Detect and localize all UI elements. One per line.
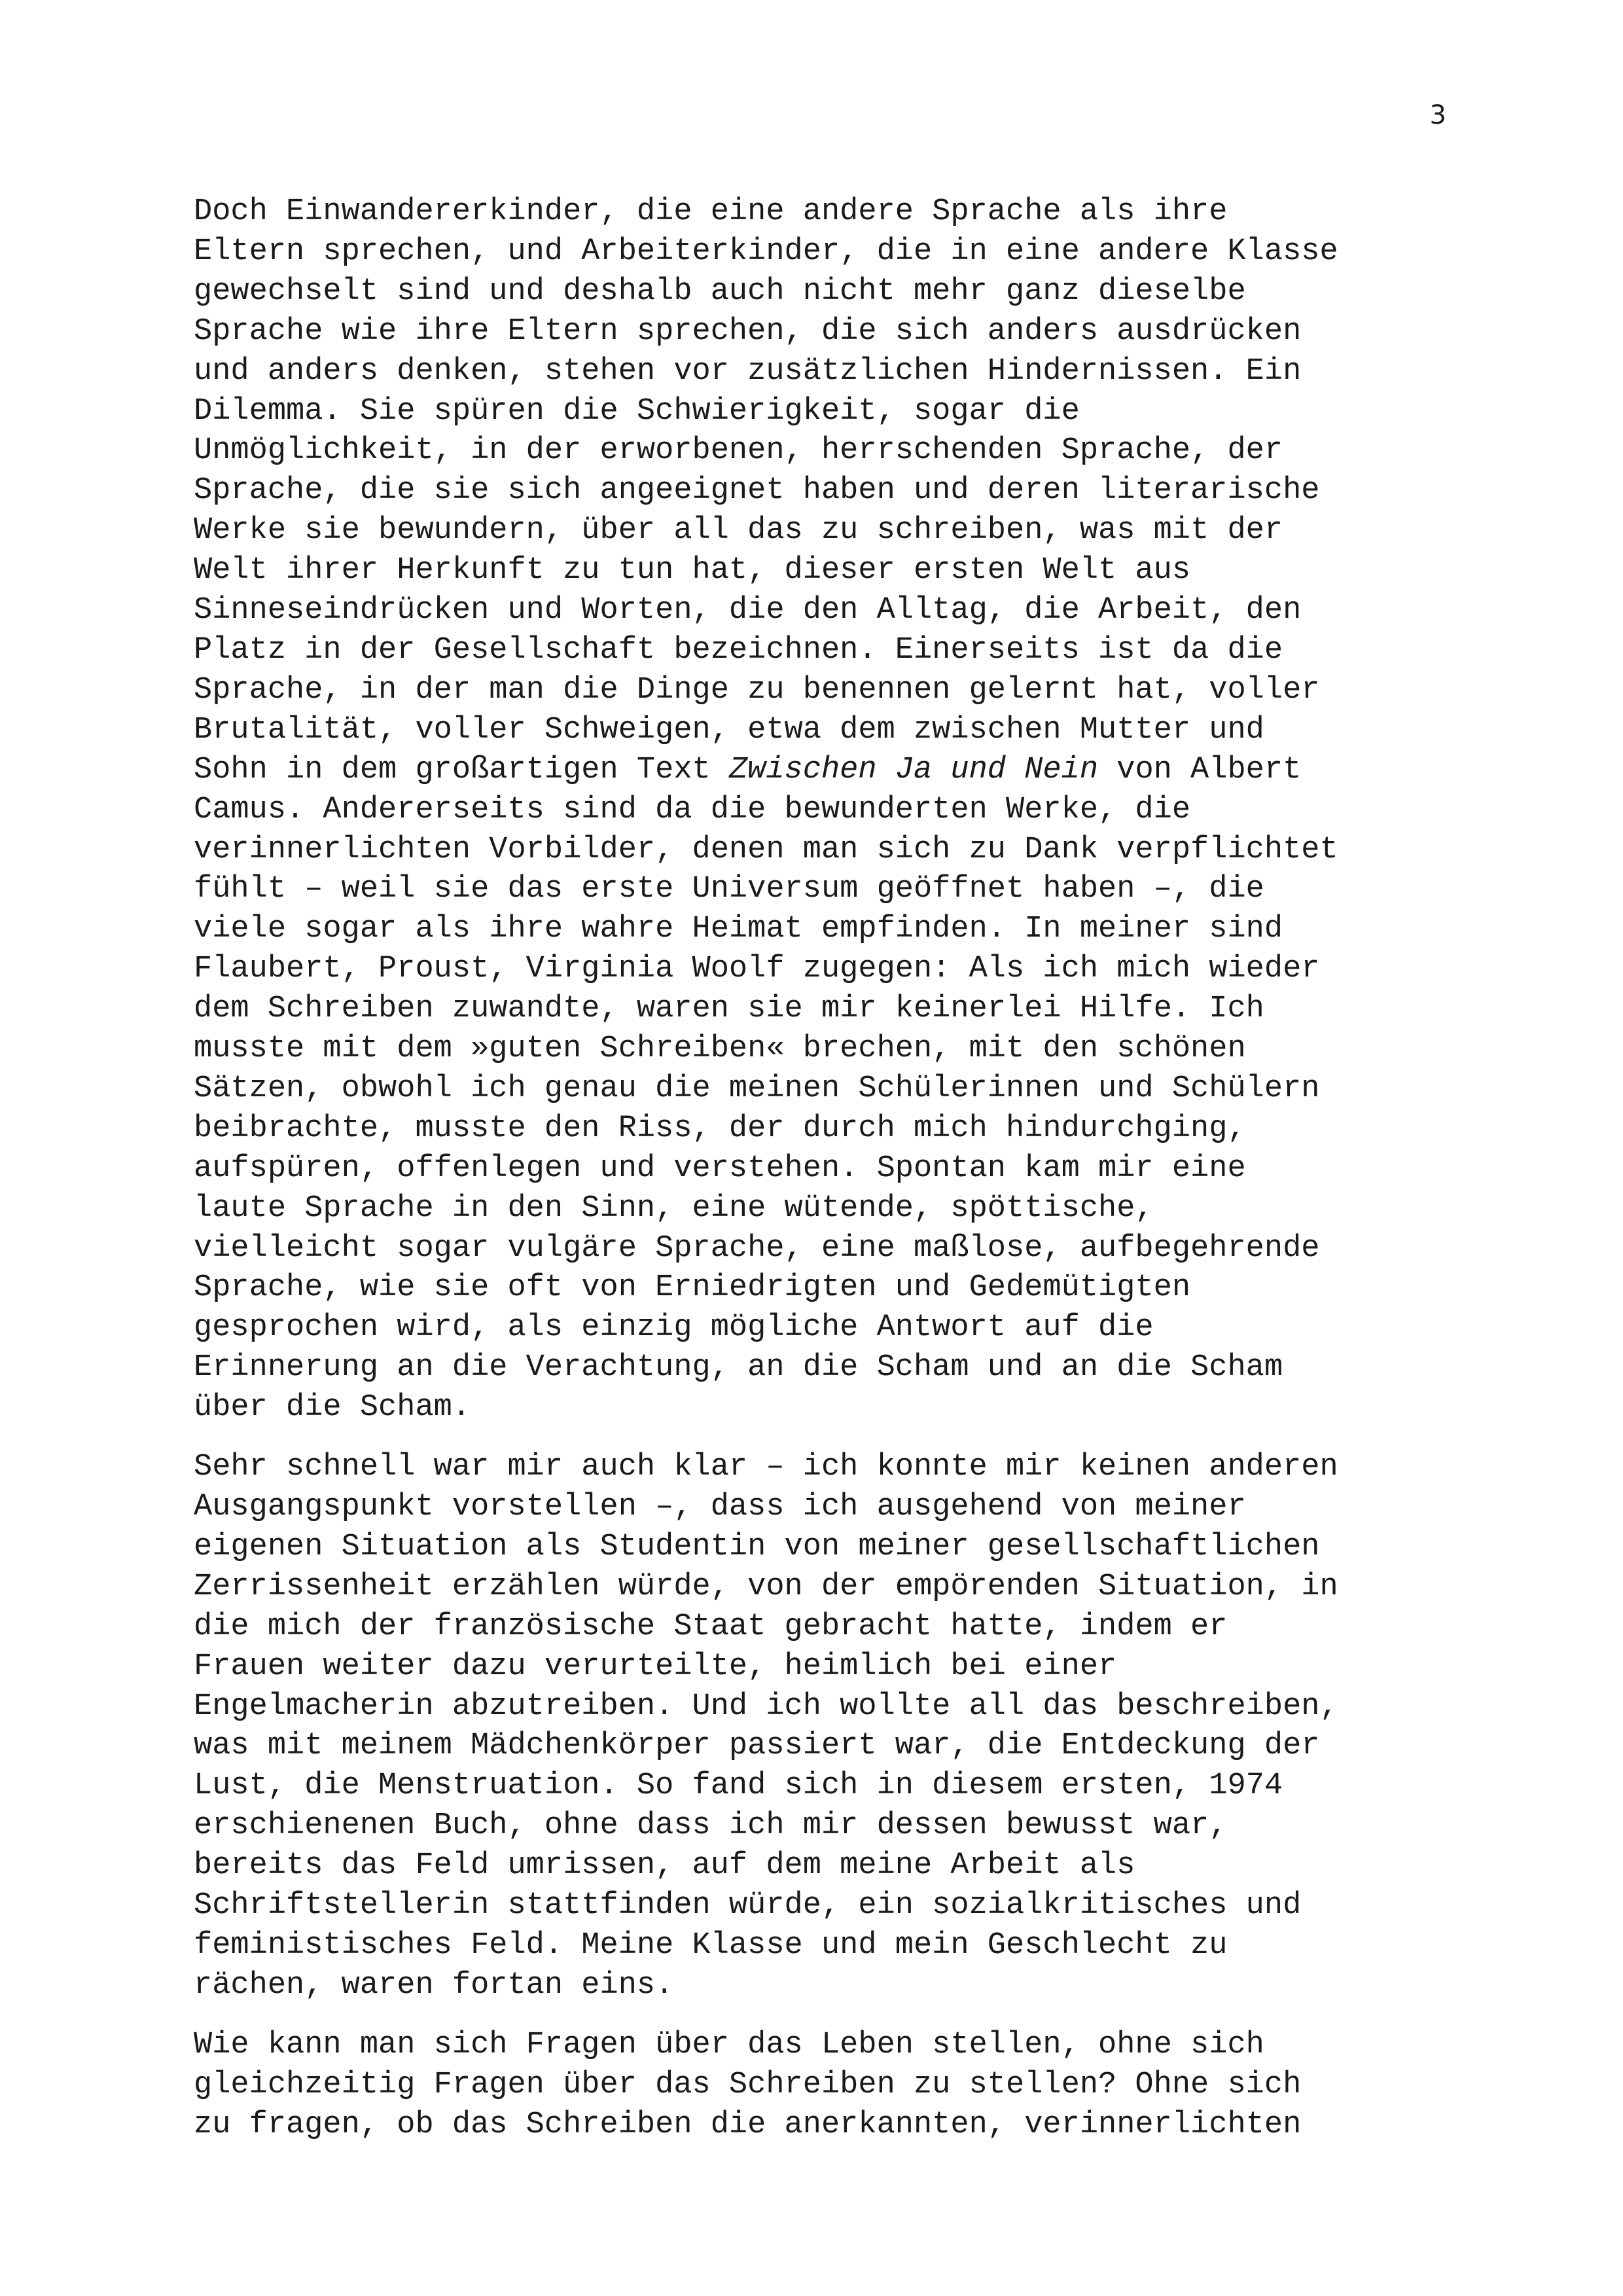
text-line: Sprache, in der man die Dinge zu benennen gelernt hat, voller bbox=[194, 672, 1320, 708]
paragraph-3 bbox=[194, 2026, 1457, 2145]
text-line: Doch Einwandererkinder, die eine andere Sprache als ihre bbox=[194, 194, 1228, 229]
text-line: Wie kann man sich Fragen über das Leben stellen, ohne sich bbox=[194, 2027, 1264, 2062]
text-line: und anders denken, stehen vor zusätzlichen Hindernissen. Ein bbox=[194, 353, 1302, 389]
text-line: erschienenen Buch, ohne dass ich mir dessen bewusst war, bbox=[194, 1808, 1228, 1844]
text-line-with-title bbox=[194, 751, 1457, 791]
text-line: Sinneseindrücken und Worten, die den Alltag, die Arbeit, den bbox=[194, 593, 1302, 628]
text-line: Lust, die Menstruation. So fand sich in diesem ersten, 1974 bbox=[194, 1768, 1283, 1804]
text-line: Camus. Andererseits sind da die bewunderten Werke, die bbox=[194, 792, 1191, 827]
text-line: bereits das Feld umrissen, auf dem meine Arbeit als bbox=[194, 1848, 1135, 1884]
text-line: gleichzeitig Fragen über das Schreiben zu stellen? Ohne sich bbox=[194, 2067, 1302, 2102]
text-line: Werke sie bewundern, über all das zu schreiben, was mit der bbox=[194, 513, 1283, 548]
text-line: eigenen Situation als Studentin von meiner gesellschaftlichen bbox=[194, 1529, 1320, 1564]
text-line: aufspüren, offenlegen und verstehen. Spontan kam mir eine bbox=[194, 1151, 1246, 1186]
text-line: Sätzen, obwohl ich genau die meinen Schülerinnen und Schülern bbox=[194, 1071, 1320, 1106]
text-line: Frauen weiter dazu verurteilte, heimlich bei einer bbox=[194, 1649, 1117, 1684]
text-line: fühlt – weil sie das erste Universum geöffnet haben –, die bbox=[194, 872, 1264, 907]
text-line: dem Schreiben zuwandte, waren sie mir keinerlei Hilfe. Ich bbox=[194, 992, 1264, 1027]
text-line: laute Sprache in den Sinn, eine wütende, spöttische, bbox=[194, 1191, 1154, 1226]
text-line: Sprache wie ihre Eltern sprechen, die sich anders ausdrücken bbox=[194, 314, 1302, 349]
text-line: beibrachte, musste den Riss, der durch mich hindurchging, bbox=[194, 1111, 1246, 1146]
text-line: Platz in der Gesellschaft bezeichnen. Einerseits ist da die bbox=[194, 632, 1283, 668]
text-segment: von Albert bbox=[1098, 752, 1302, 787]
book-title-italic: Zwischen Ja und Nein bbox=[728, 752, 1099, 787]
paragraph-2 bbox=[194, 1448, 1457, 2006]
text-line: Unmöglichkeit, in der erworbenen, herrschenden Sprache, der bbox=[194, 433, 1283, 469]
text-line: Zerrissenheit erzählen würde, von der empörenden Situation, in bbox=[194, 1569, 1338, 1604]
text-line: viele sogar als ihre wahre Heimat empfinden. In meiner sind bbox=[194, 912, 1283, 947]
text-line: rächen, waren fortan eins. bbox=[194, 1967, 674, 2003]
text-line: Eltern sprechen, und Arbeiterkinder, die in eine andere Klasse bbox=[194, 234, 1338, 269]
text-line: Sprache, wie sie oft von Erniedrigten und Gedemütigten bbox=[194, 1270, 1191, 1306]
text-line: was mit meinem Mädchenkörper passiert war, die Entdeckung der bbox=[194, 1729, 1320, 1764]
text-line: gewechselt sind und deshalb auch nicht mehr ganz dieselbe bbox=[194, 274, 1246, 309]
text-line: vielleicht sogar vulgäre Sprache, eine maßlose, aufbegehrende bbox=[194, 1230, 1320, 1266]
text-line: zu fragen, ob das Schreiben die anerkannten, verinnerlichten bbox=[194, 2107, 1302, 2142]
text-line: Schriftstellerin stattfinden würde, ein sozialkritisches und bbox=[194, 1888, 1302, 1924]
text-line: gesprochen wird, als einzig mögliche Antwort auf die bbox=[194, 1310, 1154, 1346]
text-line: Dilemma. Sie spüren die Schwierigkeit, sogar die bbox=[194, 393, 1080, 429]
text-line: Engelmacherin abzutreiben. Und ich wollte all das beschreiben, bbox=[194, 1689, 1338, 1724]
text-line: verinnerlichten Vorbilder, denen man sich zu Dank verpflichtet bbox=[194, 832, 1338, 867]
text-line: die mich der französische Staat gebracht hatte, indem er bbox=[194, 1609, 1228, 1644]
text-line: Sehr schnell war mir auch klar – ich konnte mir keinen anderen bbox=[194, 1450, 1338, 1485]
text-line: Brutalität, voller Schweigen, etwa dem zwischen Mutter und bbox=[194, 712, 1264, 747]
text-line: musste mit dem »guten Schreiben« brechen, mit den schönen bbox=[194, 1031, 1246, 1067]
text-line: Ausgangspunkt vorstellen –, dass ich ausgehend von meiner bbox=[194, 1490, 1246, 1524]
paragraph-1 bbox=[194, 192, 1457, 1428]
text-line: Welt ihrer Herkunft zu tun hat, dieser ersten Welt aus bbox=[194, 553, 1191, 588]
text-line: Erinnerung an die Verachtung, an die Scham und an die Scham bbox=[194, 1350, 1283, 1386]
page-number: 3 bbox=[1429, 100, 1446, 130]
text-line: über die Scham. bbox=[194, 1390, 471, 1426]
text-segment: Sohn in dem großartigen Text bbox=[194, 752, 729, 787]
text-line: Flaubert, Proust, Virginia Woolf zugegen: Als ich mich wieder bbox=[194, 952, 1320, 987]
text-line: feministisches Feld. Meine Klasse und mein Geschlecht zu bbox=[194, 1928, 1228, 1963]
document-body bbox=[194, 192, 1457, 2145]
text-line: Sprache, die sie sich angeeignet haben und deren literarische bbox=[194, 473, 1320, 509]
